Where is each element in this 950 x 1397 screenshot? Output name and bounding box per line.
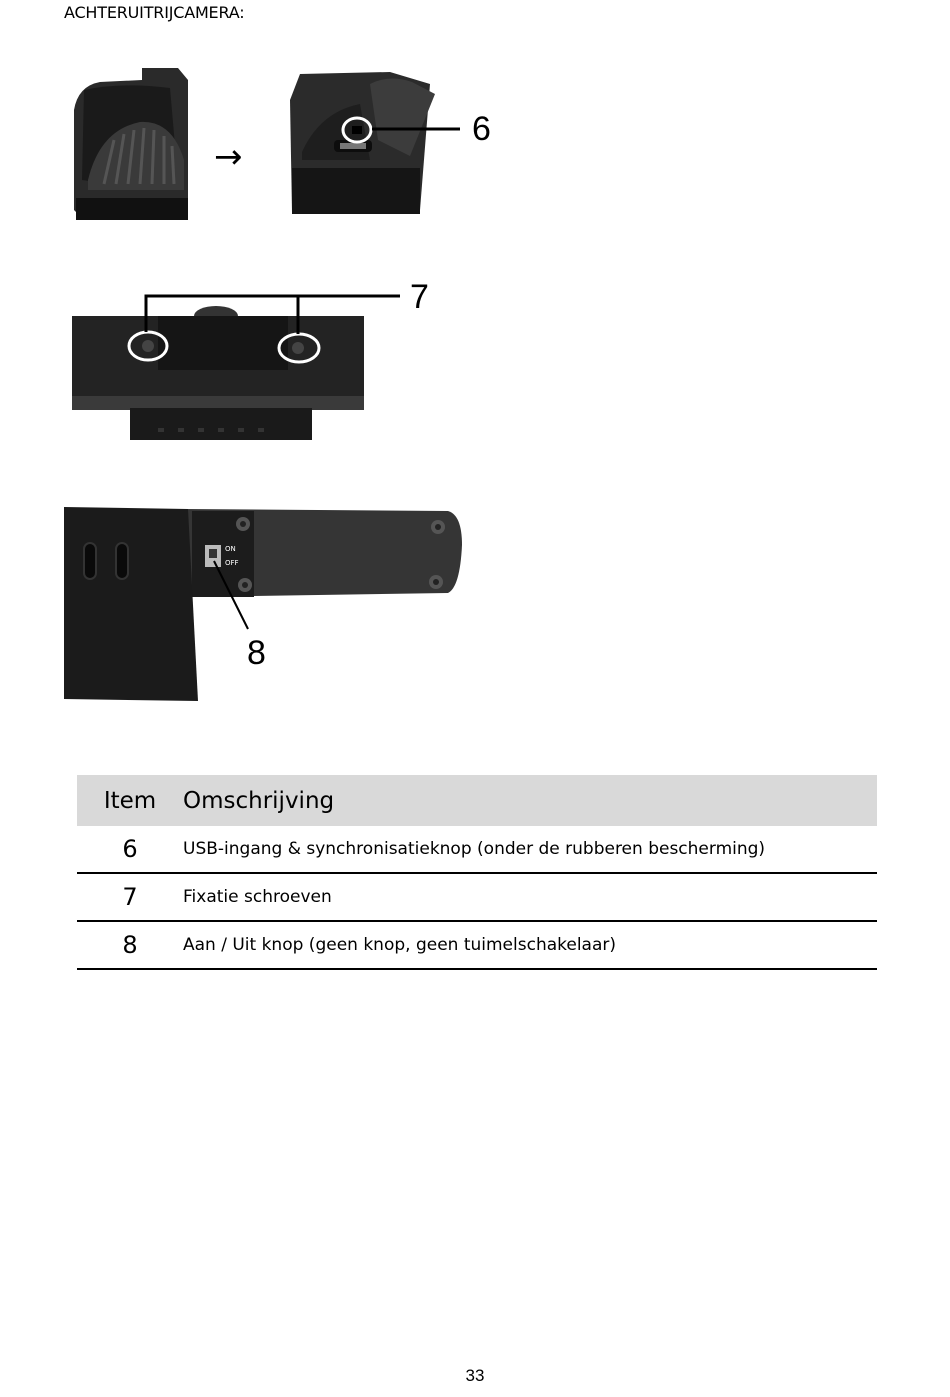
section-heading: ACHTERUITRIJCAMERA: <box>64 3 245 22</box>
header-description: Omschrijving <box>183 775 877 826</box>
item-number: 7 <box>77 873 183 921</box>
item-number: 6 <box>77 826 183 873</box>
item-description: Fixatie schroeven <box>183 873 877 921</box>
callout-8: 8 <box>247 634 266 672</box>
table-header-row <box>77 775 877 826</box>
table-row <box>77 873 877 921</box>
figure-power-switch <box>64 505 474 705</box>
switch-on-label: ON <box>225 545 236 553</box>
camera-closed-image <box>74 68 188 220</box>
callout-6: 6 <box>472 110 491 148</box>
camera-open-image <box>290 72 435 214</box>
page-number: 33 <box>465 1366 485 1385</box>
item-description: Aan / Uit knop (geen knop, geen tuimelschakelaar) <box>183 921 877 969</box>
item-description: USB-ingang & synchronisatieknop (onder de rubberen bescherming) <box>183 826 877 873</box>
callout-7: 7 <box>410 278 429 316</box>
switch-off-label: OFF <box>225 559 239 567</box>
table-row <box>77 826 877 873</box>
figure-screws <box>68 278 448 448</box>
arrow-icon: → <box>214 137 243 177</box>
items-table <box>77 775 877 970</box>
camera-mount-image <box>72 306 364 440</box>
header-item: Item <box>77 775 183 826</box>
table-row <box>77 921 877 969</box>
figure-usb-port <box>60 60 510 230</box>
item-number: 8 <box>77 921 183 969</box>
